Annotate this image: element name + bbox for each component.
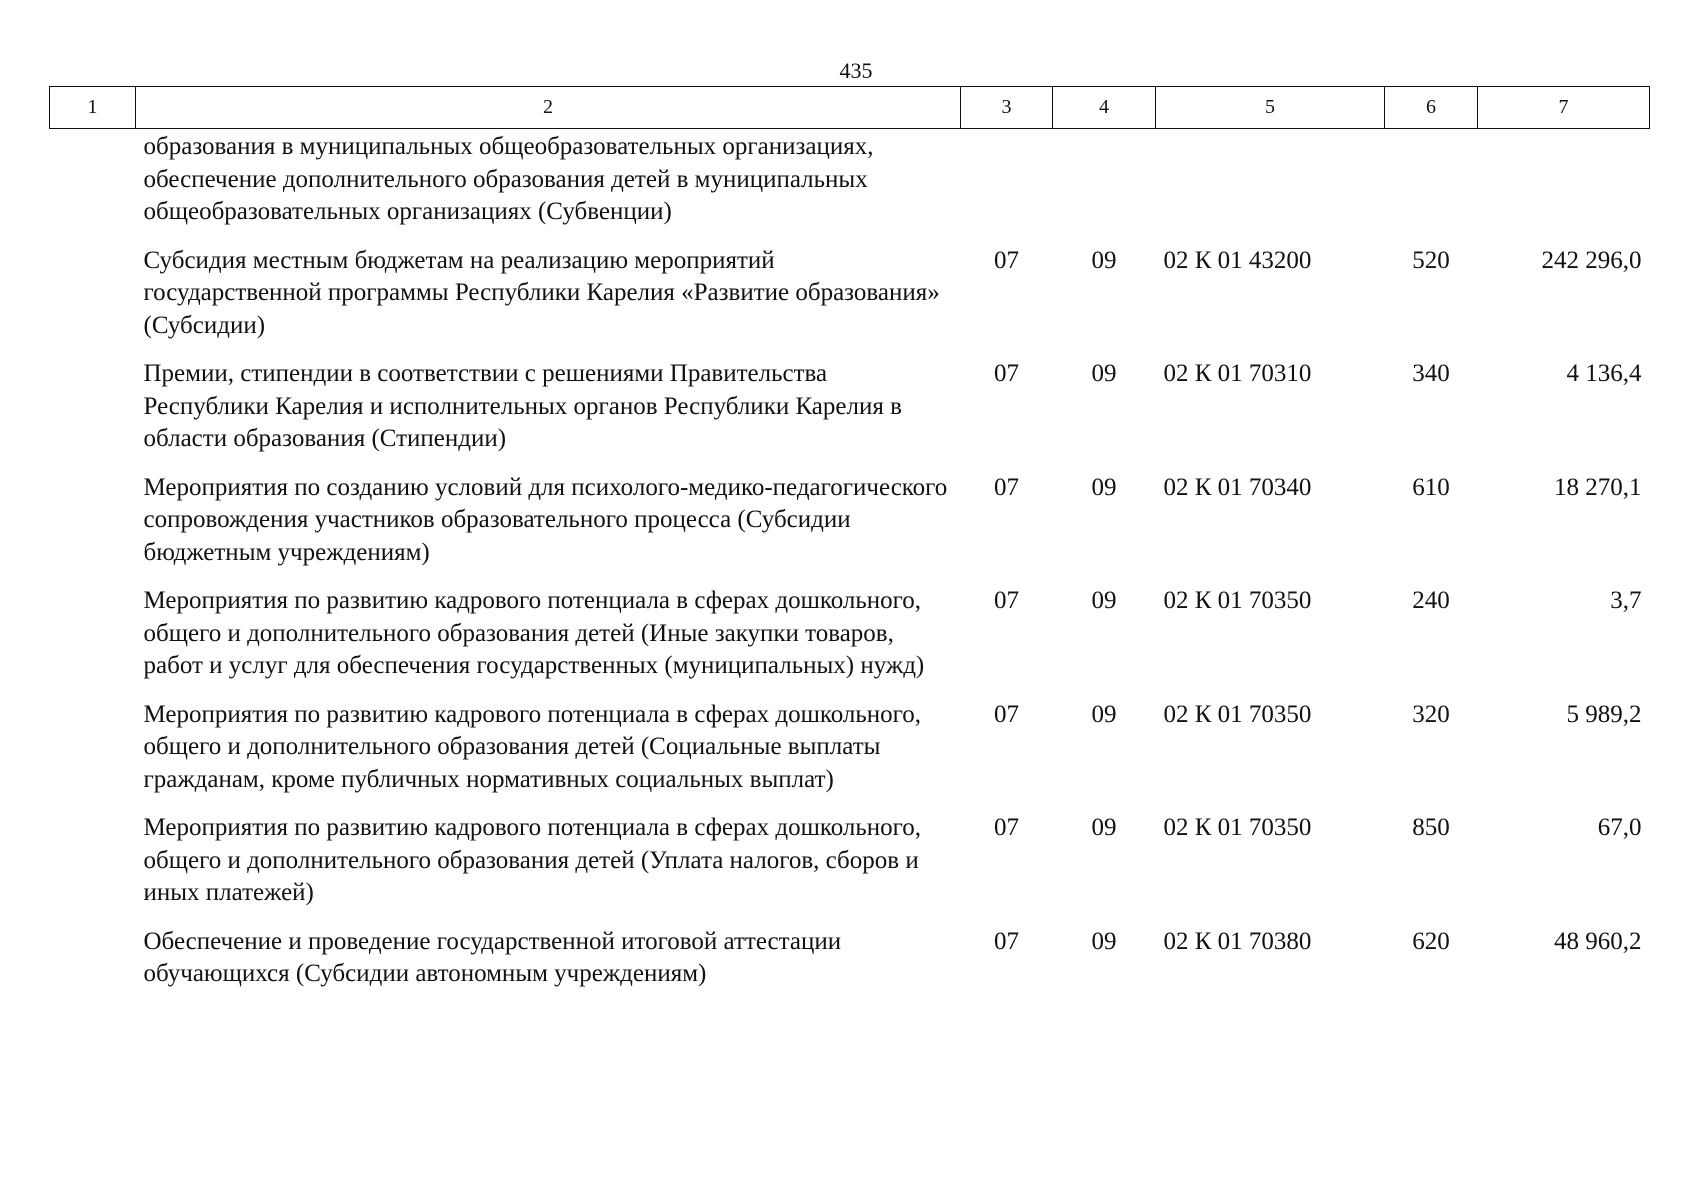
row-description: Мероприятия по развитию кадрового потенциала в сферах дошкольного, общего и дополнительного образования детей (Уплата налогов, сборов и иных платежей): [143, 814, 922, 906]
row-target-article: 02 К 01 70350: [1163, 700, 1312, 728]
row-expense-type: 320: [1412, 700, 1450, 728]
row-subsection: 09: [1091, 700, 1117, 728]
row-amount: 67,0: [1597, 814, 1642, 841]
row-subsection: 09: [1091, 587, 1117, 614]
page-number: 435: [839, 58, 873, 83]
column-number-6: 6: [1385, 87, 1478, 129]
column-number-4: 4: [1053, 87, 1156, 129]
row-amount: 5 989,2: [1566, 700, 1642, 728]
row-description: Мероприятия по развитию кадрового потенциала в сферах дошкольного, общего и дополнительного образования детей (Социальные выплаты гражданам, кроме публичных нормативных социальных выплат): [143, 700, 922, 793]
column-number-5: 5: [1156, 87, 1385, 129]
row-section: 07: [994, 814, 1019, 841]
table-row-continuation: [50, 129, 1650, 245]
row-expense-type: 340: [1412, 360, 1450, 387]
column-number-2: 2: [136, 87, 961, 129]
column-number-3: 3: [961, 87, 1053, 129]
row-amount: 3,7: [1610, 587, 1642, 614]
row-subsection: 09: [1091, 473, 1117, 501]
row-subsection: 09: [1091, 927, 1117, 955]
row-amount: 48 960,2: [1554, 927, 1642, 955]
column-number-header-row: [50, 87, 1650, 129]
table-row: [50, 699, 1650, 813]
budget-table: [49, 86, 1650, 1007]
row-target-article: 02 К 01 70310: [1163, 360, 1312, 387]
column-number-1: 1: [50, 87, 136, 129]
row-description: Субсидия местным бюджетам на реализацию мероприятий государственной программы Республики Карелия «Развитие образования» (Субсидии): [143, 246, 940, 339]
column-number-7: 7: [1478, 87, 1650, 129]
row-target-article: 02 К 01 70350: [1163, 587, 1312, 614]
row-section: 07: [994, 246, 1019, 274]
row-subsection: 09: [1091, 246, 1117, 274]
table-row: [50, 472, 1650, 586]
row-section: 07: [994, 473, 1019, 501]
row-expense-type: 850: [1412, 814, 1450, 841]
row-section: 07: [994, 927, 1019, 955]
row-target-article: 02 К 01 70380: [1163, 927, 1312, 955]
row-section: 07: [994, 587, 1019, 614]
row-expense-type: 520: [1412, 246, 1450, 274]
row-description: Мероприятия по развитию кадрового потенциала в сферах дошкольного, общего и дополнительного образования детей (Иные закупки товаров, работ и услуг для обеспечения государственных (муниципальных) нужд): [143, 587, 925, 679]
row-target-article: 02 К 01 70340: [1163, 473, 1312, 501]
row-section: 07: [994, 700, 1019, 728]
row-description: Мероприятия по созданию условий для психолого-медико-педагогического сопровождения участников образовательного процесса (Субсидии бюджетным учреждениям): [143, 473, 948, 566]
row-description: Премии, стипендии в соответствии с решениями Правительства Республики Карелия и исполнительных органов Республики Карелия в области образования (Стипендии): [143, 360, 902, 452]
row-description: образования в муниципальных общеобразовательных организациях, обеспечение дополнительного образования детей в муниципальных общеобразовательных организациях (Субвенции): [143, 133, 874, 225]
table-row: [50, 358, 1650, 472]
row-amount: 18 270,1: [1554, 473, 1642, 501]
table-row: [50, 245, 1650, 359]
row-expense-type: 610: [1412, 473, 1450, 501]
row-expense-type: 620: [1412, 927, 1450, 955]
row-amount: 242 296,0: [1541, 246, 1642, 274]
table-row: [50, 926, 1650, 1007]
table-row: [50, 812, 1650, 926]
row-expense-type: 240: [1412, 587, 1450, 614]
row-amount: 4 136,4: [1566, 360, 1642, 387]
row-subsection: 09: [1091, 360, 1117, 387]
row-target-article: 02 К 01 43200: [1163, 246, 1312, 274]
row-subsection: 09: [1091, 814, 1117, 841]
cell-col1: [50, 129, 136, 245]
table-row: [50, 585, 1650, 699]
row-target-article: 02 К 01 70350: [1163, 814, 1312, 841]
row-description: Обеспечение и проведение государственной итоговой аттестации обучающихся (Субсидии автономным учреждениям): [143, 927, 842, 987]
row-section: 07: [994, 360, 1019, 387]
